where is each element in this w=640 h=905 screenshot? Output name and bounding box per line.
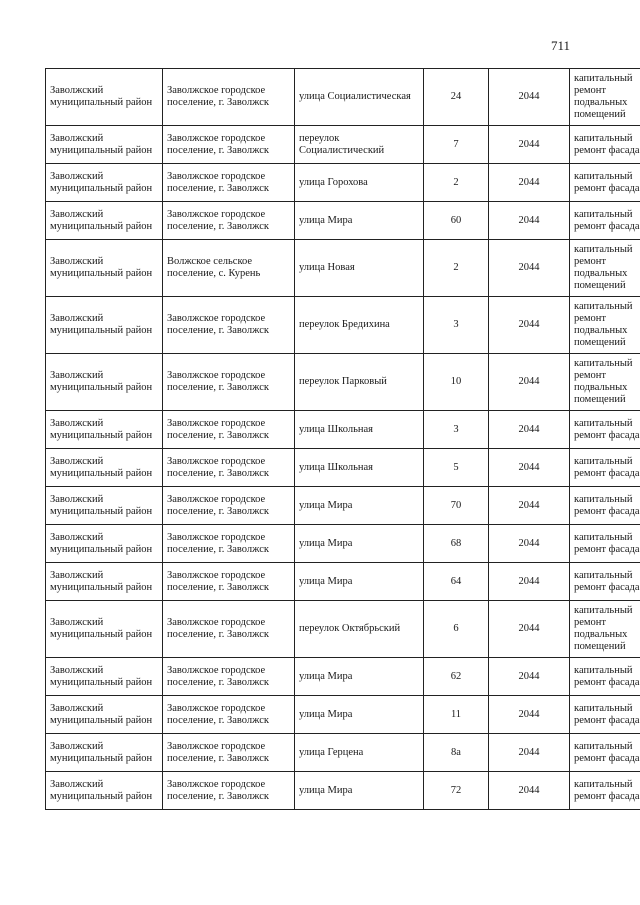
cell-settlement: Заволжское городское поселение, г. Заволжск: [163, 354, 295, 411]
cell-street: улица Мира: [295, 525, 424, 563]
registry-table-body: [46, 69, 640, 810]
cell-house-number: 3: [424, 411, 489, 449]
cell-settlement: Заволжское городское поселение, г. Заволжск: [163, 487, 295, 525]
cell-district: Заволжский муниципальный район: [46, 658, 163, 696]
cell-settlement: Заволжское городское поселение, г. Заволжск: [163, 449, 295, 487]
cell-district: Заволжский муниципальный район: [46, 449, 163, 487]
cell-house-number: 2: [424, 164, 489, 202]
cell-settlement: Заволжское городское поселение, г. Заволжск: [163, 734, 295, 772]
cell-work-type: капитальный ремонт фасада: [570, 563, 640, 601]
table-row: [46, 563, 640, 601]
cell-work-type: капитальный ремонт подвальных помещений: [570, 69, 640, 126]
table-row: [46, 164, 640, 202]
cell-street: улица Мира: [295, 696, 424, 734]
cell-settlement: Заволжское городское поселение, г. Заволжск: [163, 411, 295, 449]
table-row: [46, 69, 640, 126]
cell-street: улица Новая: [295, 240, 424, 297]
cell-district: Заволжский муниципальный район: [46, 354, 163, 411]
table-row: [46, 411, 640, 449]
cell-street: улица Школьная: [295, 449, 424, 487]
cell-district: Заволжский муниципальный район: [46, 696, 163, 734]
cell-work-type: капитальный ремонт фасада: [570, 734, 640, 772]
table-row: [46, 449, 640, 487]
cell-year: 2044: [489, 240, 570, 297]
cell-work-type: капитальный ремонт фасада: [570, 411, 640, 449]
cell-district: Заволжский муниципальный район: [46, 164, 163, 202]
cell-street: переулок Парковый: [295, 354, 424, 411]
cell-district: Заволжский муниципальный район: [46, 601, 163, 658]
cell-house-number: 68: [424, 525, 489, 563]
cell-house-number: 5: [424, 449, 489, 487]
cell-house-number: 3: [424, 297, 489, 354]
cell-year: 2044: [489, 69, 570, 126]
table-row: [46, 525, 640, 563]
cell-settlement: Заволжское городское поселение, г. Заволжск: [163, 297, 295, 354]
cell-district: Заволжский муниципальный район: [46, 297, 163, 354]
cell-settlement: Заволжское городское поселение, г. Заволжск: [163, 563, 295, 601]
cell-district: Заволжский муниципальный район: [46, 202, 163, 240]
cell-year: 2044: [489, 297, 570, 354]
table-row: [46, 202, 640, 240]
cell-house-number: 11: [424, 696, 489, 734]
cell-year: 2044: [489, 772, 570, 810]
cell-work-type: капитальный ремонт подвальных помещений: [570, 354, 640, 411]
cell-work-type: капитальный ремонт фасада: [570, 658, 640, 696]
cell-settlement: Заволжское городское поселение, г. Заволжск: [163, 69, 295, 126]
cell-year: 2044: [489, 563, 570, 601]
table-row: [46, 126, 640, 164]
cell-year: 2044: [489, 164, 570, 202]
cell-house-number: 70: [424, 487, 489, 525]
cell-district: Заволжский муниципальный район: [46, 411, 163, 449]
cell-street: переулок Октябрьский: [295, 601, 424, 658]
cell-house-number: 10: [424, 354, 489, 411]
table-row: [46, 734, 640, 772]
cell-year: 2044: [489, 525, 570, 563]
cell-district: Заволжский муниципальный район: [46, 772, 163, 810]
cell-house-number: 8а: [424, 734, 489, 772]
cell-settlement: Заволжское городское поселение, г. Заволжск: [163, 126, 295, 164]
cell-work-type: капитальный ремонт фасада: [570, 202, 640, 240]
table-row: [46, 601, 640, 658]
cell-work-type: капитальный ремонт подвальных помещений: [570, 240, 640, 297]
cell-street: переулок Социалистический: [295, 126, 424, 164]
cell-house-number: 24: [424, 69, 489, 126]
cell-district: Заволжский муниципальный район: [46, 563, 163, 601]
table-row: [46, 487, 640, 525]
cell-settlement: Заволжское городское поселение, г. Заволжск: [163, 696, 295, 734]
cell-street: улица Мира: [295, 487, 424, 525]
cell-house-number: 6: [424, 601, 489, 658]
cell-house-number: 62: [424, 658, 489, 696]
table-row: [46, 240, 640, 297]
cell-district: Заволжский муниципальный район: [46, 487, 163, 525]
cell-house-number: 2: [424, 240, 489, 297]
cell-house-number: 7: [424, 126, 489, 164]
cell-street: улица Мира: [295, 563, 424, 601]
cell-work-type: капитальный ремонт подвальных помещений: [570, 601, 640, 658]
cell-settlement: Волжское сельское поселение, с. Курень: [163, 240, 295, 297]
cell-settlement: Заволжское городское поселение, г. Заволжск: [163, 525, 295, 563]
cell-work-type: капитальный ремонт фасада: [570, 772, 640, 810]
cell-year: 2044: [489, 696, 570, 734]
cell-work-type: капитальный ремонт фасада: [570, 696, 640, 734]
cell-district: Заволжский муниципальный район: [46, 69, 163, 126]
cell-district: Заволжский муниципальный район: [46, 734, 163, 772]
cell-settlement: Заволжское городское поселение, г. Заволжск: [163, 601, 295, 658]
cell-work-type: капитальный ремонт подвальных помещений: [570, 297, 640, 354]
cell-settlement: Заволжское городское поселение, г. Заволжск: [163, 202, 295, 240]
cell-year: 2044: [489, 126, 570, 164]
cell-district: Заволжский муниципальный район: [46, 126, 163, 164]
cell-street: улица Герцена: [295, 734, 424, 772]
cell-year: 2044: [489, 354, 570, 411]
cell-house-number: 64: [424, 563, 489, 601]
cell-year: 2044: [489, 487, 570, 525]
cell-district: Заволжский муниципальный район: [46, 525, 163, 563]
cell-work-type: капитальный ремонт фасада: [570, 487, 640, 525]
cell-year: 2044: [489, 734, 570, 772]
table-row: [46, 658, 640, 696]
registry-table: [45, 68, 640, 810]
cell-work-type: капитальный ремонт фасада: [570, 126, 640, 164]
cell-settlement: Заволжское городское поселение, г. Заволжск: [163, 164, 295, 202]
cell-street: улица Горохова: [295, 164, 424, 202]
cell-street: улица Мира: [295, 772, 424, 810]
cell-work-type: капитальный ремонт фасада: [570, 525, 640, 563]
cell-street: улица Мира: [295, 202, 424, 240]
cell-house-number: 60: [424, 202, 489, 240]
cell-work-type: капитальный ремонт фасада: [570, 449, 640, 487]
cell-settlement: Заволжское городское поселение, г. Заволжск: [163, 658, 295, 696]
table-row: [46, 772, 640, 810]
cell-year: 2044: [489, 449, 570, 487]
cell-work-type: капитальный ремонт фасада: [570, 164, 640, 202]
cell-house-number: 72: [424, 772, 489, 810]
cell-settlement: Заволжское городское поселение, г. Заволжск: [163, 772, 295, 810]
table-row: [46, 297, 640, 354]
table-row: [46, 354, 640, 411]
cell-street: переулок Бредихина: [295, 297, 424, 354]
table-row: [46, 696, 640, 734]
cell-year: 2044: [489, 601, 570, 658]
cell-year: 2044: [489, 658, 570, 696]
page-number: 711: [551, 38, 571, 53]
cell-street: улица Школьная: [295, 411, 424, 449]
cell-year: 2044: [489, 411, 570, 449]
cell-street: улица Мира: [295, 658, 424, 696]
cell-year: 2044: [489, 202, 570, 240]
cell-district: Заволжский муниципальный район: [46, 240, 163, 297]
cell-street: улица Социалистическая: [295, 69, 424, 126]
